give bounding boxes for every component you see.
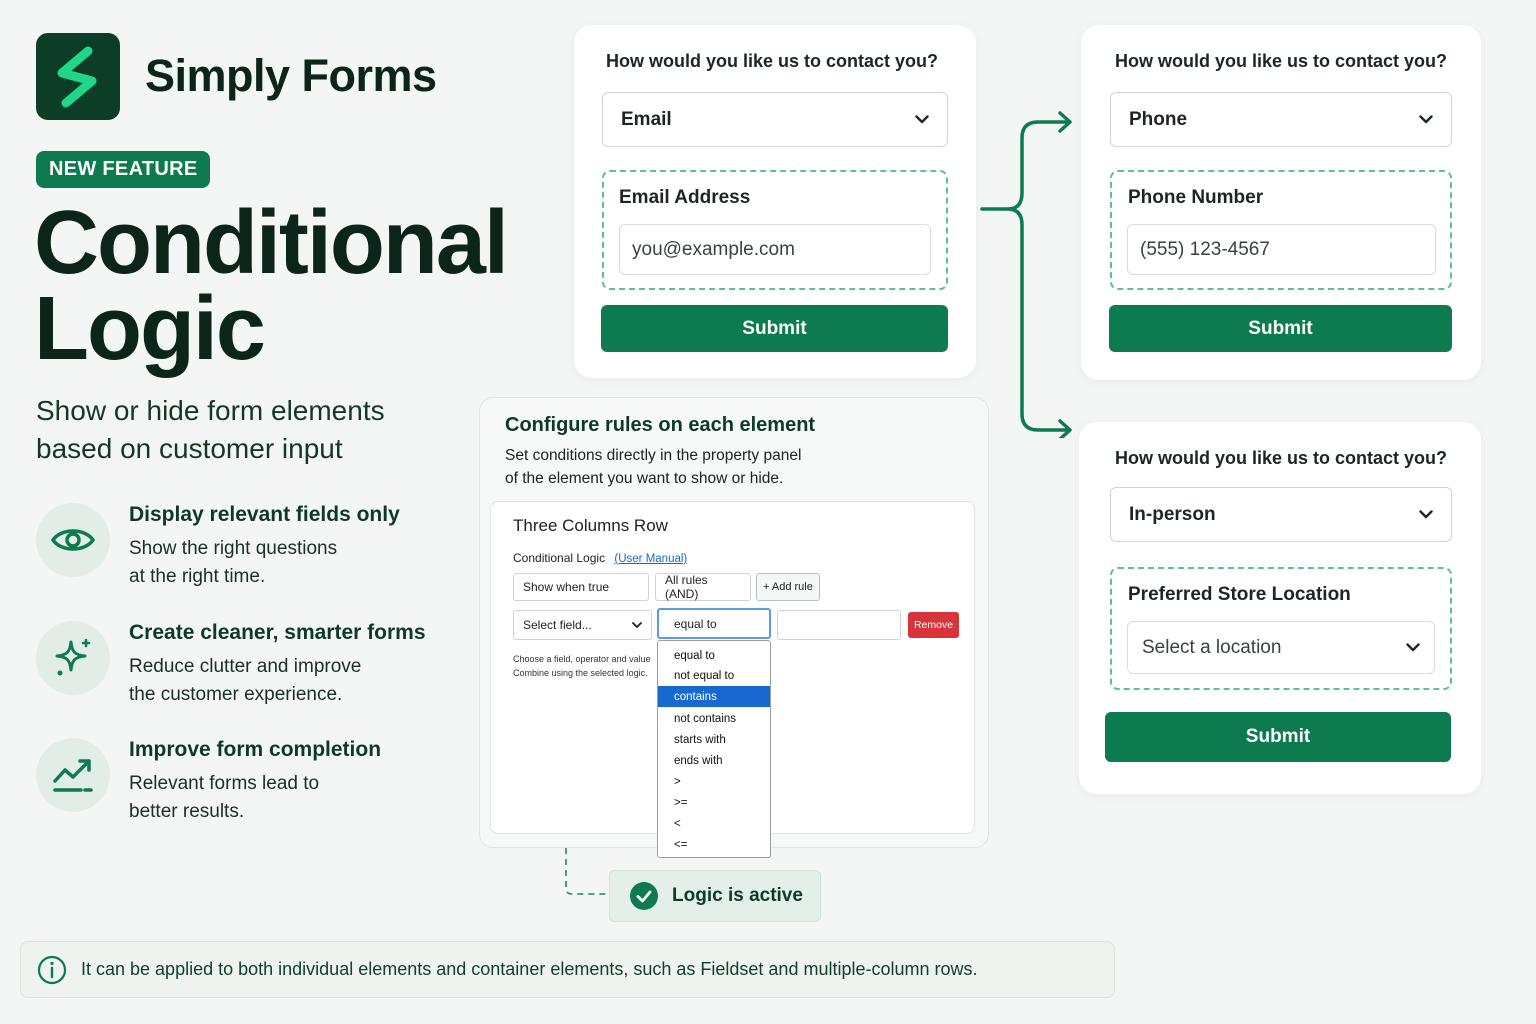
- submit-button[interactable]: Submit: [601, 305, 948, 352]
- select-value: Email: [621, 108, 672, 130]
- user-manual-link[interactable]: (User Manual): [614, 553, 688, 565]
- chevron-down-icon: [632, 622, 642, 629]
- operator-option[interactable]: equal to: [674, 649, 715, 662]
- inperson-form-card: [1079, 422, 1481, 794]
- operator-option[interactable]: not contains: [674, 712, 737, 725]
- hero-subtitle-line2: based on customer input: [36, 433, 343, 464]
- contact-method-select[interactable]: [1110, 487, 1452, 542]
- info-text: It can be applied to both individual elements and container elements, such as Fieldset and multiple-column rows.: [81, 959, 978, 979]
- config-desc-line: Set conditions directly in the property panel: [505, 447, 802, 464]
- operator-option[interactable]: >=: [674, 796, 688, 809]
- feature-desc-line: Reduce clutter and improve: [129, 656, 362, 677]
- contact-question: How would you like us to contact you?: [1115, 51, 1448, 71]
- contact-question: How would you like us to contact you?: [606, 51, 939, 71]
- feature-desc-line: at the right time.: [129, 566, 266, 587]
- phone-field[interactable]: [1127, 224, 1436, 275]
- info-icon: [37, 955, 67, 985]
- field-select[interactable]: [513, 610, 652, 640]
- trend-up-icon: [36, 738, 110, 812]
- add-rule-button[interactable]: + Add rule: [756, 573, 820, 601]
- hint-line: Combine using the selected logic.: [513, 668, 648, 678]
- hint-line: Choose a field, operator and value: [513, 654, 651, 664]
- config-desc-line: of the element you want to show or hide.: [505, 470, 784, 487]
- operator-option-selected[interactable]: contains: [658, 686, 770, 707]
- operator-option[interactable]: <: [674, 817, 681, 830]
- chevron-down-icon: [1406, 643, 1420, 652]
- feature-title: Create cleaner, smarter forms: [129, 621, 426, 644]
- feature-desc-line: the customer experience.: [129, 684, 343, 705]
- conditional-logic-label: [513, 551, 687, 565]
- config-title: Configure rules on each element: [505, 414, 816, 436]
- logic-active-status: [609, 870, 821, 922]
- field-placeholder: (555) 123-4567: [1140, 238, 1270, 260]
- status-label: Logic is active: [672, 885, 803, 906]
- field-label: Phone Number: [1128, 187, 1264, 208]
- feature-desc-line: Show the right questions: [129, 538, 338, 559]
- operator-select[interactable]: equal to: [657, 608, 771, 639]
- status-connector: [560, 848, 612, 900]
- chevron-down-icon: [1419, 510, 1433, 519]
- property-panel-title: Three Columns Row: [513, 516, 668, 535]
- info-banner: [20, 941, 1115, 998]
- feature-item: [36, 621, 476, 721]
- feature-desc-line: Relevant forms lead to: [129, 773, 320, 794]
- submit-button[interactable]: Submit: [1105, 712, 1451, 762]
- remove-button[interactable]: Remove: [908, 612, 959, 638]
- feature-title: Display relevant fields only: [129, 503, 400, 526]
- operator-option[interactable]: <=: [674, 838, 688, 851]
- eye-icon: [36, 503, 110, 577]
- branch-arrows: [978, 108, 1078, 438]
- brand-logo: [36, 33, 120, 120]
- feature-item: [36, 738, 476, 838]
- operator-option[interactable]: ends with: [674, 754, 723, 767]
- feature-desc-line: better results.: [129, 801, 245, 822]
- config-desc: [505, 444, 801, 490]
- field-select-value: Select field...: [523, 618, 592, 632]
- select-value: Phone: [1129, 108, 1188, 130]
- feature-desc: [129, 535, 337, 591]
- sparkle-icon: [36, 621, 110, 695]
- field-placeholder: you@example.com: [632, 238, 795, 260]
- feature-item: [36, 503, 476, 603]
- hint-text: [513, 652, 656, 680]
- check-circle-icon: [630, 882, 658, 910]
- value-input[interactable]: [777, 610, 901, 640]
- field-label: Email Address: [619, 187, 751, 208]
- store-location-select[interactable]: [1127, 621, 1435, 674]
- chevron-down-icon: [915, 115, 929, 124]
- lightning-s-logo-icon: [48, 45, 108, 109]
- feature-title: Improve form completion: [129, 738, 382, 761]
- hero-title-line2: Logic: [34, 279, 264, 379]
- new-feature-badge: NEW FEATURE: [36, 151, 210, 188]
- hero-title-line1: Conditional: [34, 193, 507, 293]
- operator-option[interactable]: starts with: [674, 733, 726, 746]
- contact-method-select[interactable]: [602, 92, 948, 147]
- chevron-down-icon: [1419, 115, 1433, 124]
- email-field[interactable]: [619, 224, 931, 275]
- logic-label-text: Conditional Logic: [513, 551, 606, 565]
- phone-form-card: [1081, 25, 1481, 380]
- submit-button[interactable]: Submit: [1109, 305, 1452, 352]
- rule-logic-select[interactable]: All rules (AND): [655, 573, 751, 601]
- brand-name: Simply Forms: [145, 50, 437, 101]
- contact-method-select[interactable]: [1110, 92, 1452, 147]
- hero-title: [34, 193, 507, 379]
- operator-dropdown: [657, 640, 771, 858]
- hero-subtitle: [36, 392, 385, 468]
- feature-desc: [129, 653, 361, 709]
- show-when-select[interactable]: Show when true: [513, 573, 649, 601]
- hero-subtitle-line1: Show or hide form elements: [36, 395, 385, 426]
- operator-option[interactable]: >: [674, 775, 681, 788]
- field-placeholder: Select a location: [1142, 636, 1282, 658]
- operator-option[interactable]: not equal to: [674, 669, 735, 682]
- contact-question: How would you like us to contact you?: [1115, 448, 1448, 468]
- feature-desc: [129, 770, 319, 826]
- select-value: In-person: [1129, 503, 1216, 525]
- field-label: Preferred Store Location: [1128, 584, 1351, 605]
- email-form-card: [574, 25, 976, 378]
